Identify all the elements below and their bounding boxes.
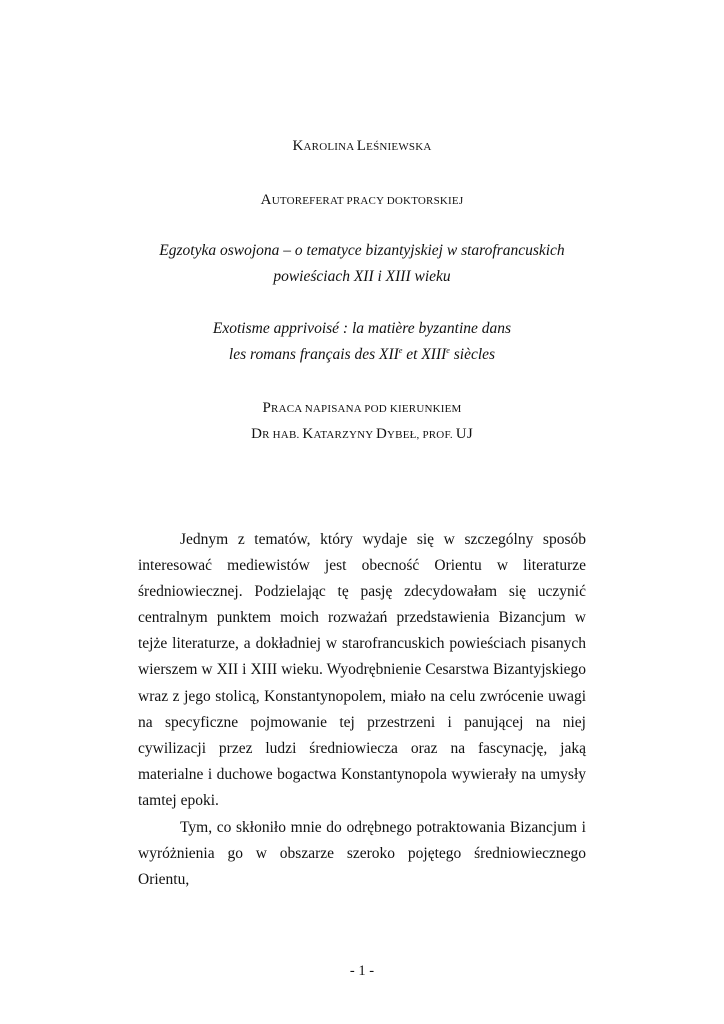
document-type: AUTOREFERAT PRACY DOKTORSKIEJ — [260, 192, 464, 208]
body-paragraph-1: Jednym z tematów, który wydaje się w szczególny sposób interesować mediewistów jest obecność Orientu w literaturze średniowiecznej. Podzielając tę pasję zdecydowałam się uczynić centralnym punktem moich rozważań przedstawienia Bizancjum w tejże literaturze, a dokładniej w starofrancuskich powieściach pisanych wierszem w XII i XIII wieku. Wyodrębnienie Cesarstwa Bizantyjskiego wraz z jego stolicą, Konstantynopolem, miało na celu zwrócenie uwagi na specyficzne pojmowanie tej przestrzeni i panującej na niej cywilizacji przez ludzi średniowiecza oraz na fascynację, jaką materialne i duchowe bogactwa Konstantynopola wywierały na umysły tamtej epoki. — [138, 531, 586, 809]
page-number: - 1 - — [349, 963, 375, 979]
author-name: KAROLINA LEŚNIEWSKA — [292, 138, 432, 154]
title-french-line-1: Exotisme apprivoisé : la matière byzantine dans — [212, 320, 512, 337]
title-polish-line-1: Egzotyka oswojona – o tematyce bizantyjskiej w starofrancuskich — [159, 242, 565, 259]
title-polish-line-2: powieściach XII i XIII wieku — [273, 268, 451, 285]
body-paragraph-2: Tym, co skłoniło mnie do odrębnego potraktowania Bizancjum i wyróżnienia go w obszarze szeroko pojętego średniowiecznego Orientu, — [138, 819, 586, 889]
supervision-line-1: PRACA NAPISANA POD KIERUNKIEM — [262, 400, 462, 416]
supervision-line-2: DR HAB. KATARZYNY DYBEŁ, PROF. UJ — [251, 426, 473, 442]
title-french-line-2: les romans français des XIIe et XIIIe siècles — [228, 346, 496, 363]
